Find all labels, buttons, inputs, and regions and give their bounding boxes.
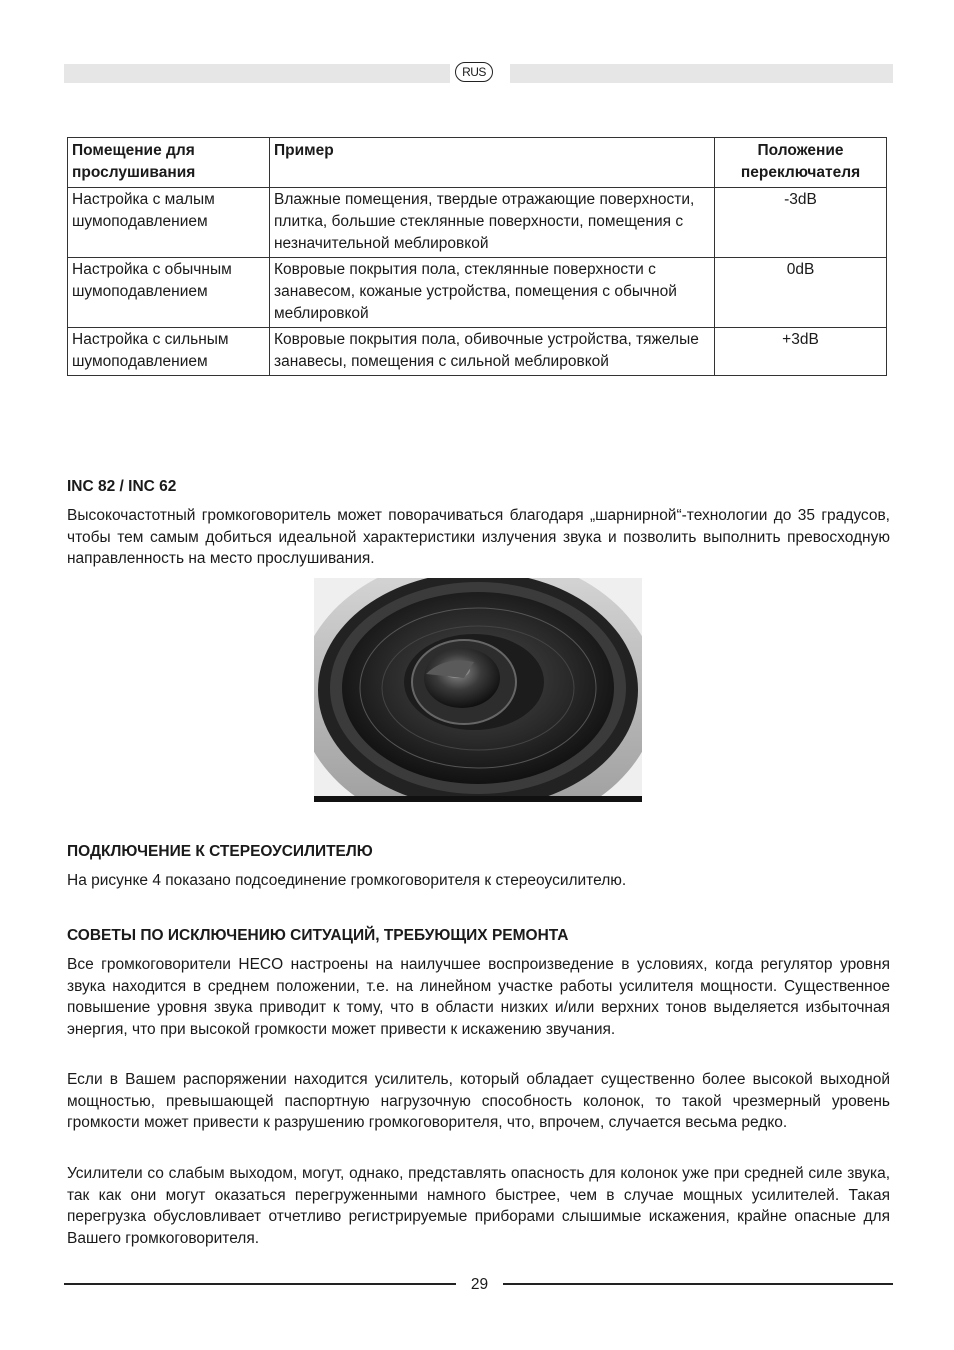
speaker-image — [314, 578, 642, 802]
table-cell: Влажные помещения, твердые отражающие поверхности, плитка, большие стеклянные поверхности, помещения с незначительной меблировкой — [270, 188, 715, 258]
table-row — [68, 328, 887, 376]
section-title: INC 82 / INC 62 — [67, 478, 177, 495]
noise-setting-table — [67, 137, 887, 376]
section-text: Высокочастотный громкоговоритель может поворачиваться благодаря „шарнирной“-технологии до 35 градусов, чтобы тем самым добиться идеальной характеристики излучения звука и позволить выполнить превосходную направленность на место прослушивания. — [67, 507, 890, 567]
table-cell: 0dB — [715, 258, 887, 328]
table-cell: Настройка с малым шумоподавлением — [68, 188, 270, 258]
table-header-cell: Помещение для прослушивания — [68, 138, 270, 188]
section-title: ПОДКЛЮЧЕНИЕ К СТЕРЕОУСИЛИТЕЛЮ — [67, 843, 373, 860]
speaker-photo — [314, 578, 642, 802]
footer-line-right — [503, 1283, 893, 1285]
paragraph: Все громкоговорители HECO настроены на наилучшее воспроизведение в условиях, когда регулятор уровня звука находится в среднем положении, т.е. на линейном участке работы усилителя мощности. Существенное повышение уровня звука приводит к тому, что в области низких и/или верхних тонов выделяется избыточная энергия, что при высокой громкости может привести к искажению звучания. — [67, 956, 890, 1038]
language-badge: RUS — [455, 62, 493, 82]
table-header-cell: Пример — [270, 138, 715, 188]
paragraph: Усилители со слабым выходом, могут, однако, представлять опасность для колонок уже при средней силе звука, так как они могут оказаться перегруженными намного быстрее, чем в случае мощных усилителей. Такая перегрузка обусловливает отчетливо регистрируемые приборами слышимые искажения, крайне опасные для Вашего громкоговорителя. — [67, 1165, 890, 1247]
table-row — [68, 188, 887, 258]
table-header-cell: Положение переключателя — [715, 138, 887, 188]
table-cell: Настройка с обычным шумоподавлением — [68, 258, 270, 328]
page-number: 29 — [470, 1276, 489, 1293]
table-cell: Ковровые покрытия пола, стеклянные поверхности с занавесом, кожаные устройства, помещения с обычной меблировкой — [270, 258, 715, 328]
section-text: На рисунке 4 показано подсоединение громкоговорителя к стереоусилителю. — [67, 872, 627, 889]
table-cell: +3dB — [715, 328, 887, 376]
header-bar-right — [510, 64, 893, 83]
header-bar-left — [64, 64, 450, 83]
table-header-row — [68, 138, 887, 188]
section-title: СОВЕТЫ ПО ИСКЛЮЧЕНИЮ СИТУАЦИЙ, ТРЕБУЮЩИХ РЕМОНТА — [67, 927, 569, 944]
footer-line-left — [64, 1283, 456, 1285]
paragraph: Если в Вашем распоряжении находится усилитель, который обладает существенно более высокой выходной мощностью, превышающей паспортную нагрузочную способность колонок, то такой чрезмерный уровень громкости может привести к разрушению громкоговорителя, что, впрочем, случается весьма редко. — [67, 1071, 890, 1131]
table-cell: Ковровые покрытия пола, обивочные устройства, тяжелые занавесы, помещения с сильной меблировкой — [270, 328, 715, 376]
table-cell: -3dB — [715, 188, 887, 258]
table-row — [68, 258, 887, 328]
table-cell: Настройка с сильным шумоподавлением — [68, 328, 270, 376]
